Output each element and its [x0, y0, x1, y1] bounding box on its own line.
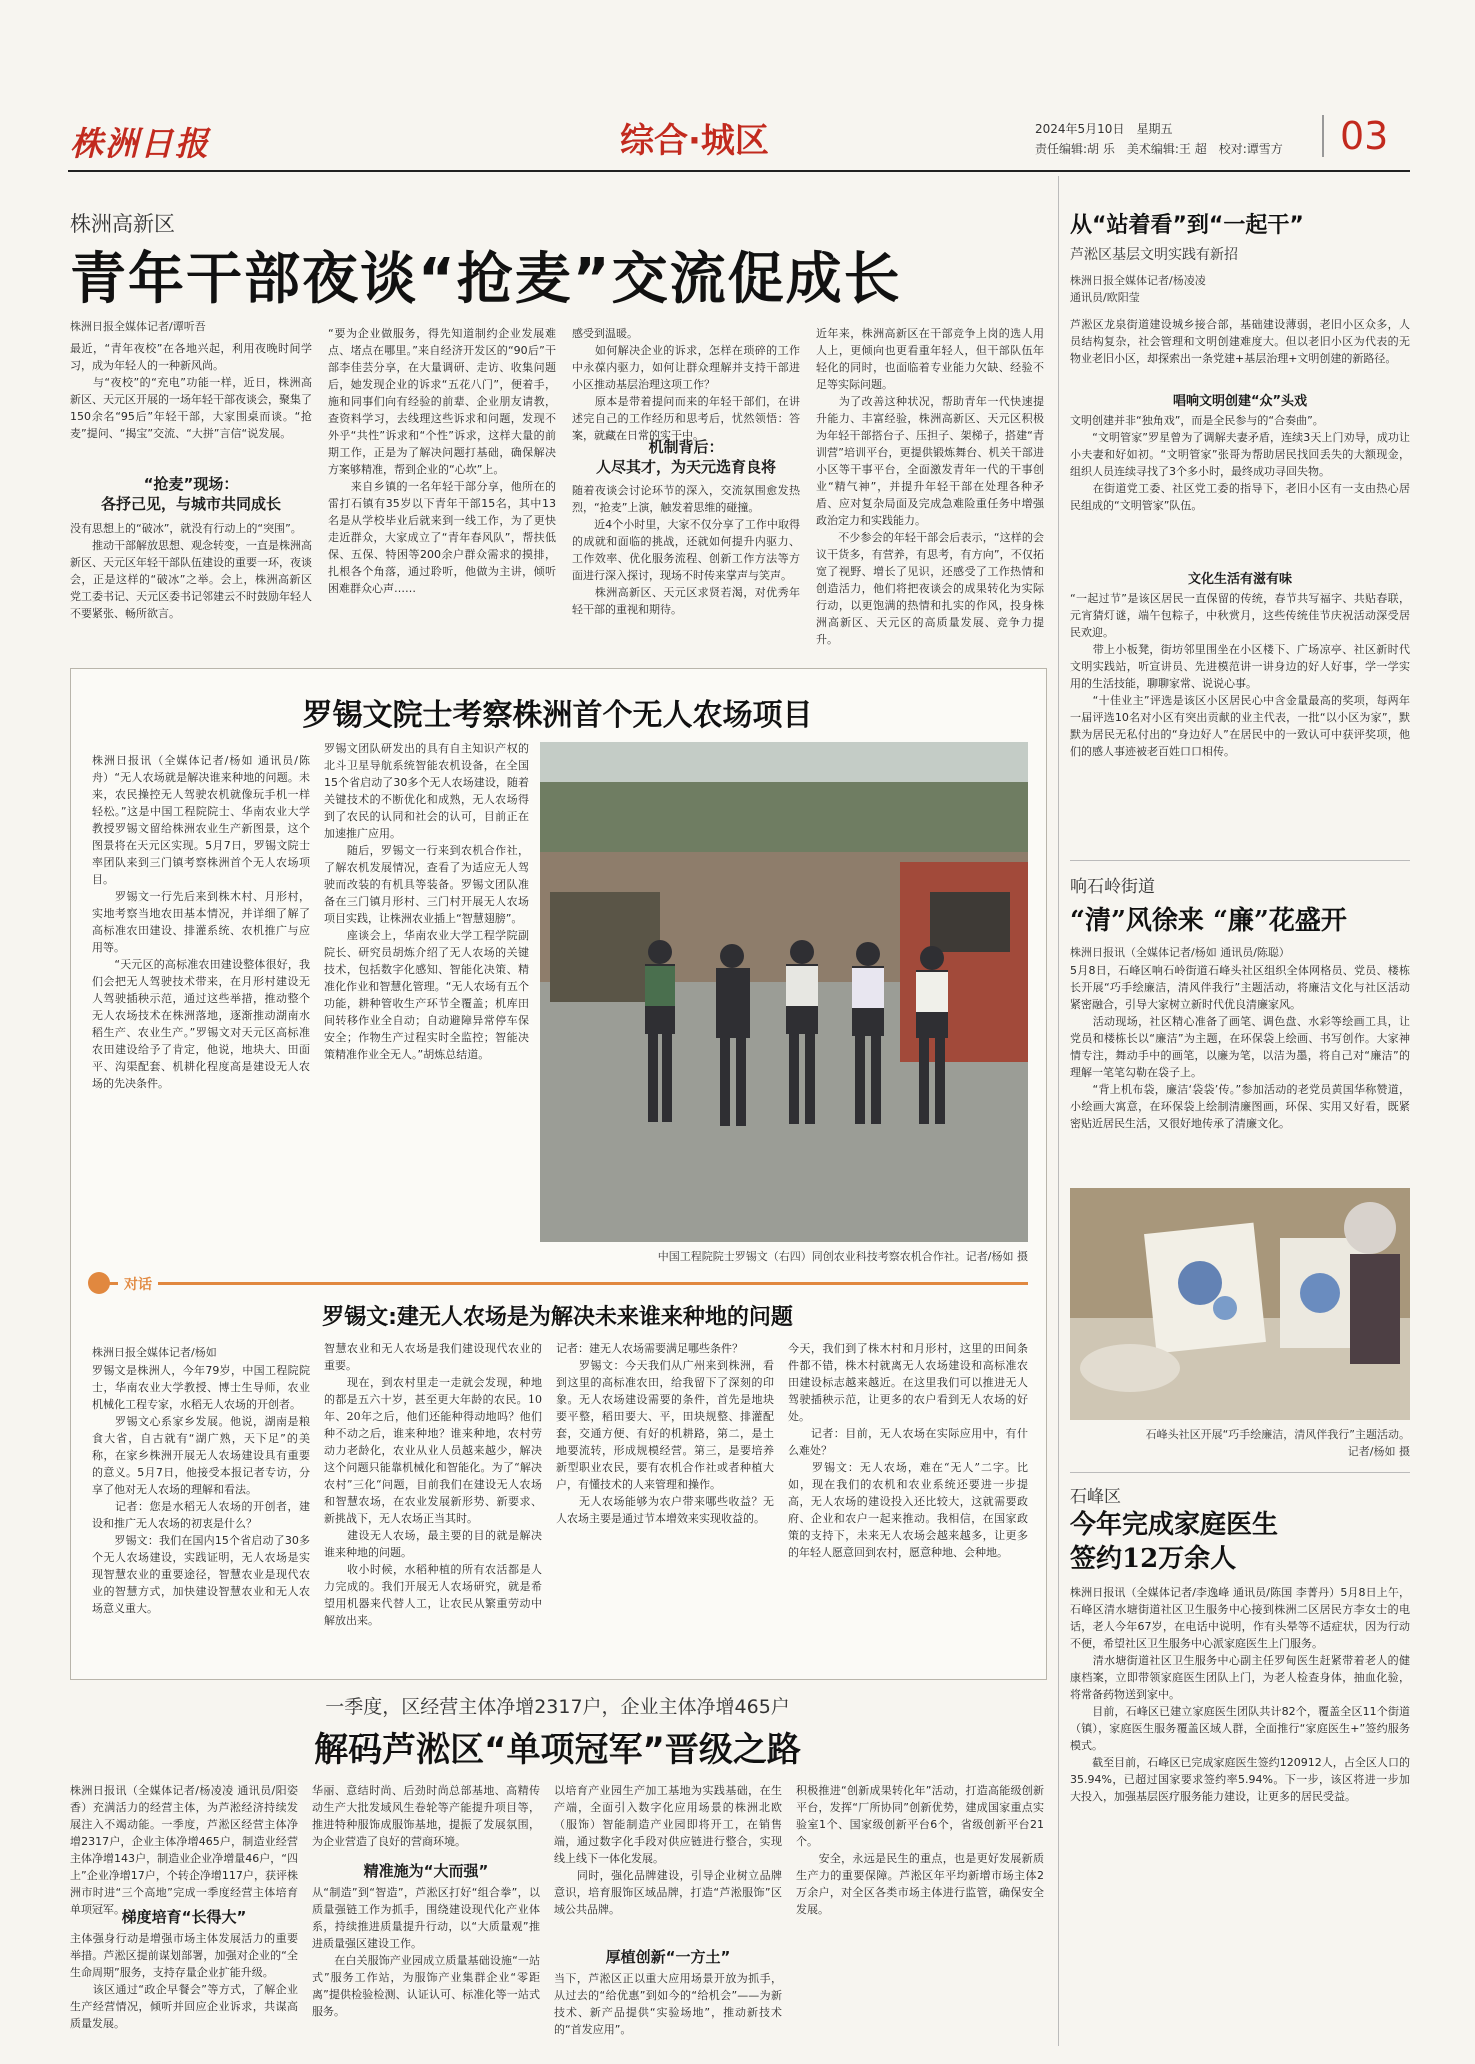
dialogue-col3: 记者：建无人农场需要满足哪些条件？ 罗锡文：今天我们从广州来到株洲，看到这里的高标准农田，给我留下了深刻的印象。无人农场建设需要的条件，首先是地块要平整，稻田要大、平，田块规整、排灌配套，交通方便、有好的机耕路，第二，是土地要流转，形成规模经营。第三，是要培养新型职业农民，要有农机合作社或者种植大户，有懂技术的人来管理和操作。 无人农场能够为农户带来哪些收益？无人农场主要是通过节本增效来实现收益的。 — [556, 1342, 774, 1525]
right2-headline: “清”风徐来 “廉”花盛开 — [1070, 906, 1347, 936]
dialogue-tag: 对话 — [118, 1274, 158, 1294]
right1-byline: 株洲日报全媒体记者/杨凌凌 通讯员/欧阳莹 — [1070, 274, 1206, 304]
lusong-col3: 以培育产业园生产加工基地为实践基础，在生产端，全面引入数字化应用场景的株洲北欧（服饰）智能制造产业园即将开工，在销售端，通过数字化手段对供应链进行整合，实现线上线下一体化发展。 同时，强化品牌建设，引导企业树立品牌意识，培育服饰区域品牌，打造“芦淞服饰”区域公共品牌。 — [554, 1784, 782, 1916]
lead-col2: “要为企业做服务，得先知道制约企业发展难点、堵点在哪里。”来自经济开发区的“90后”干部李佳芸分享，在大量调研、走访、收集问题后，她发现企业的诉求“五花八门”，便着手，施和同事们向有经验的前辈、企业朋友请教，查资料学习，去线理这些诉求和问题，发现不外乎“共性”诉求和“个性”诉求，这样大量的前期工作，正是为了解决问题打基础，确保解决方案够精准，帮到企业的“心坎”上。 来自乡镇的一名年轻干部分享，他所在的雷打石镇有35岁以下青年干部15名，其中13名是从学校毕业后就来到一线工作，为了更快走近群众，大家成立了“青年春风队”，帮扶低保、五保、特困等200余户群众需求的摸排，扎根各个角落，通过聆听，他做为主讲，倾听困难群众心声…… — [328, 327, 556, 595]
lead-col3: 感受到温暖。 如何解决企业的诉求，怎样在琐碎的工作中永葆内驱力，如何让群众理解并支持干部进小区推动基层治理这项工作？ 原本是带着提问而来的年轻干部们，在讲述完自己的工作经历和思考后，忧然领悟：答案，就藏在日常的实干中。 — [572, 327, 800, 442]
dialogue-divider — [92, 1282, 1028, 1285]
lusong-col2: 华丽、意结时尚、后劲时尚总部基地、高精传动生产大批发域风生卷轮等产能提升项目等，推进特种服饰成服饰基地，提振了发展氛围，为企业营造了良好的营商环境。 — [312, 1784, 540, 1848]
right3-p1: 株洲日报讯（全媒体记者/李逸峰 通讯员/陈国 李菁丹）5月8日上午，石峰区清水塘街道社区卫生服务中心接到株洲二区居民方李女士的电话，老人今年67岁，在电话中说明，作有头晕等不适症状，因为行动不便，希望社区卫生服务中心派家庭医生上门服务。 清水塘街道社区卫生服务中心副主任罗甸医生赶紧带着老人的健康档案，立即带领家庭医生团队上门，为老人检查身体，抽血化验，将常备药物送到家中。 目前，石峰区已建立家庭医生团队共计82个，覆盖全区11个街道（镇），家庭医生服务覆盖区域人群，全面推行“家庭医生+”签约服务模式。 截至目前，石峰区已完成家庭医生签约120912人，占全区人口的35.94%，已超过国家要求签约率5.94%。下一步，该区将进一步加大投入，加强基层医疗服务能力建设，让更多的居民受益。 — [1070, 1586, 1410, 1803]
farm-headline: 罗锡文院士考察株洲首个无人农场项目 — [302, 698, 813, 733]
lusong-col3-body: 当下，芦淞区正以重大应用场景开放为抓手，从过去的“给优惠”到如今的“给机会”——为新技术、新产品提供“实验场地”，推动新技术的“首发应用”。 — [554, 1972, 782, 2036]
lead-byline: 株洲日报全媒体记者/谭听吾 — [70, 320, 206, 333]
issue-date: 2024年5月10日 星期五 — [1035, 122, 1173, 136]
right1-p2: 文明创建并非“独角戏”，而是全民参与的“合奏曲”。 “文明管家”罗星曾为了调解夫妻矛盾，连续3天上门劝导，成功让小夫妻和好如初。“文明管家”张哥为帮助居民找回丢失的大额现金，组织人员连续寻找了3个多小时，最终成功寻回失物。 在街道党工委、社区党工委的指导下，老旧小区有一支由热心居民组成的“文明管家”队伍。 — [1070, 414, 1410, 512]
lead-kicker: 株洲高新区 — [70, 212, 175, 236]
lusong-subhead-2: 精准施为“大而强” — [363, 1862, 489, 1880]
painting-photo-illustration — [1070, 1188, 1410, 1420]
dialogue-byline: 株洲日报全媒体记者/杨如 — [92, 1346, 217, 1359]
right-column-divider — [1058, 176, 1059, 2046]
editor-credits: 责任编辑:胡 乐 美术编辑:王 超 校对:谭雪方 — [1035, 142, 1283, 156]
right2-p1: 5月8日，石峰区响石岭街道石峰头社区组织全体网格员、党员、楼栋长开展“巧手绘廉洁，清风伴我行”主题活动，将廉洁文化与社区活动紧密融合，引导大家树立新时代优良清廉家风。 活动现场，社区精心准备了画笔、调色盘、水彩等绘画工具，让党员和楼栋长以“廉洁”为主题，在环保袋上绘画、书写创作。大家神情专注，舞动手中的画笔，以廉为笔，以洁为墨，将自己对“廉洁”的理解一笔笔勾勒在袋子上。 “背上机布袋，廉洁‘袋袋’传。”参加活动的老党员黄国华称赞道，小绘画大寓意，在环保袋上绘制清廉图画，环保、实用又好看，既紧密贴近居民生活，又很好地传承了清廉文化。 — [1070, 964, 1410, 1130]
lead-subhead-2: 机制背后： 人尽其才，为天元选育良将 — [595, 438, 776, 476]
dialogue-col2: 智慧农业和无人农场是我们建设现代农业的重要。 现在，到农村里走一走就会发现，种地的都是五六十岁，甚至更大年龄的农民。10年、20年之后，他们还能种得动地吗？他们种不动之后，谁来种地？谁来种地，农村劳动力老龄化，农业从业人员越来越少，解决这个问题只能靠机械化和智能化。为了“解决农村”三化“问题，目前我们在建设无人农场和智慧农场，在农业发展新形势、新要求、新挑战下，无人农场正当其时。 建设无人农场，最主要的目的就是解决谁来种地的问题。 收小时候，水稻种植的所有农活都是人力完成的。我们开展无人农场研究，就是希望用机器来代替人工，让农民从繁重劳动中解放出来。 — [324, 1342, 542, 1627]
dialogue-headline: 罗锡文:建无人农场是为解决未来谁来种地的问题 — [322, 1305, 793, 1330]
lusong-col4: 积极推进“创新成果转化年”活动，打造高能级创新平台，发挥“厂所协同”创新优势，建成国家重点实验室1个、国家级创新平台6个，省级创新平台21个。 安全，永远是民生的重点，也是更好发展新质生产力的重要保障。芦淞区年平均新增市场主体2万余户，对全区各类市场主体进行监管，确保安全发展。 — [796, 1784, 1044, 1916]
masthead-logo: 株洲日报 — [70, 124, 210, 163]
right1-p1: 芦淞区龙泉街道建设城乡接合部，基础建设薄弱，老旧小区众多，人员结构复杂，社会管理和文明创建难度大。但以老旧小区为代表的无物业老旧小区，却探索出一条党建+基层治理+文明创建的新路径。 — [1070, 318, 1410, 365]
farm-col1: 株洲日报讯（全媒体记者/杨如 通讯员/陈舟）“无人农场就是解决谁来种地的问题。未来，农民操控无人驾驶农机就像玩手机一样轻松。”这是中国工程院院士、华南农业大学教授罗锡文留给株洲农业生产新图景，这个图景将在天元区实现。5月7日，罗锡文院士率团队来到三门镇考察株洲首个无人农场项目。 罗锡文一行先后来到株木村、月形村，实地考察当地农田基本情况，并详细了解了高标准农田建设、排灌系统、农机推广与应用等。 “天元区的高标准农田建设整体很好，我们会把无人驾驶技术带来，在月形村建设无人驾驶插秧示范，通过这些举措，推动整个无人农场技术在株洲落地，逐渐推动湖南水稻生产、农业生产。”罗锡文对天元区高标准农田建设给予了肯定，他说，地块大、田面平、沟渠配套、机耕化程度高是建设无人农场的先决条件。 — [92, 754, 310, 1090]
right1-headline: 从“站着看”到“一起干” — [1070, 213, 1304, 238]
dialogue-col1: 罗锡文是株洲人，今年79岁，中国工程院院士，华南农业大学教授、博士生导师，农业机械化工程专家，水稻无人农场的开创者。 罗锡文心系家乡发展。他说，湖南是粮食大省，自古就有“湖广熟，天下足”的美称，在家乡株洲开展无人农场建设具有重要的意义。5月7日，他接受本报记者专访，分享了他对无人农场的理解和看法。 记者：您是水稻无人农场的开创者，建设和推广无人农场的初衷是什么？ 罗锡文：我们在国内15个省启动了30多个无人农场建设，实践证明，无人农场是实现智慧农业的重要途径，智慧农业是现代农业的智慧方式，加快建设智慧农业和无人农场意义重大。 — [92, 1364, 310, 1615]
right1-p3: “一起过节”是该区居民一直保留的传统，春节共写福字、共贴春联，元宵猜灯谜，端午包粽子，中秋赏月，这些传统佳节庆祝活动深受居民欢迎。 带上小板凳，街坊邻里围坐在小区楼下、广场凉亭、社区新时代文明实践站，听宣讲员、先进模范讲一讲身边的好人好事，学一学实用的生活技能，聊聊家常、说说心事。 “十佳业主”评选是该区小区居民心中含金量最高的奖项，每两年一届评选10名对小区有突出贡献的业主代表，一批“以小区为家”，默默为居民无私付出的“身边好人”在居民中的一致认可中获评奖项，他们的感人事迹被老百姓口口相传。 — [1070, 592, 1410, 758]
section-title: 综合·城区 — [620, 121, 769, 161]
farm-col2: 罗锡文团队研发出的具有自主知识产权的北斗卫星导航系统智能农机设备，在全国15个省启动了30多个无人农场建设，随着关键技术的不断优化和成熟，无人农场得到了农民的认同和社会的认可，目前正在加速推广应用。 随后，罗锡文一行来到农机合作社，了解农机发展情况，查看了为适应无人驾驶而改装的有机具等装备。罗锡文团队准备在三门镇月形村、三门村开展无人农场项目实践，让株洲农业插上“智慧翅膀”。 座谈会上，华南农业大学工程学院副院长、研究员胡炼介绍了无人农场的关键技术，包括数字化感知、智能化决策、精准化作业和智慧化管理。“无人农场有五个功能，耕种管收生产环节全覆盖；机库田间转移作业全自动；自动避障异常停车保安全；作物生产过程实时全监控；智能决策精准作业全无人。”胡炼总结道。 — [324, 742, 529, 1061]
lead-col4: 近年来，株洲高新区在干部竞争上岗的选人用人上，更倾向也更看重年轻人，但干部队伍年轻化的同时，也面临着专业能力欠缺、经验不足等实际问题。 为了改善这种状况，帮助青年一代快速提升能力、丰富经验，株洲高新区、天元区积极为年轻干部搭台子、压担子、架梯子，搭建“青训营”培训平台，更提供锻炼舞台、机关干部进小区等干事平台，全面激发青年一代的干事创业“精气神”，并提升年轻干部在处理各种矛盾、应对复杂局面及完成急难险重任务中增强政治定力和实践能力。 不少参会的年轻干部会后表示，“这样的会议干货多，有营养，有思考，有方向”，不仅拓宽了视野、增长了见识，还感受了工作热情和创造活力，他们将把夜谈会的成果转化为实际行动，以更饱满的热情和扎实的作风，投身株洲高新区、天元区的高质量发展、竞争力提升。 — [816, 327, 1044, 646]
lead-col3-body: 随着夜谈会讨论环节的深入，交流氛围愈发热烈，“抢麦”上演，触发着思维的碰撞。 近4个小时里，大家不仅分享了工作中取得的成就和面临的挑战，还就如何提升内驱力、工作效率、优化服务流程、创新工作方法等方面进行深入探讨，现场不时传来掌声与笑声。 株洲高新区、天元区求贤若渴，对优秀年轻干部的重视和期待。 — [572, 484, 800, 616]
painting-photo-caption: 石峰头社区开展“巧手绘廉洁，清风伴我行”主题活动。 记者/杨如 摄 — [1145, 1428, 1410, 1458]
farm-photo-caption: 中国工程院院士罗锡文（右四）同创农业科技考察农机合作社。记者/杨如 摄 — [657, 1250, 1028, 1263]
dialogue-col4: 今天，我们到了株木村和月形村，这里的田间条件都不错，株木村就离无人农场建设和高标准农田建设标志越来越近。在这里我们可以推进无人驾驶插秧示范，让更多的农户看到无人农场的好处。 记者：目前，无人农场在实际应用中，有什么难处？ 罗锡文：无人农场，难在“无人”二字。比如，现在我们的农机和农业系统还要进一步提高，无人农场的建设投入还比较大，这就需要政府、企业和农户一起来推动。我相信，在国家政策的支持下，未来无人农场会越来越多，让更多的年轻人愿意回到农村，愿意种地、会种地。 — [788, 1342, 1028, 1559]
lusong-col1-body: 主体强身行动是增强市场主体发展活力的重要举措。芦淞区提前谋划部署，加强对企业的“全生命周期”服务，支持存量企业扩能升级。 该区通过“政企早餐会”等方式，了解企业生产经营情况，倾听并回应企业诉求，共谋高质量发展。 — [70, 1932, 298, 2030]
masthead-rule — [68, 170, 1410, 172]
right1-subheadline: 芦淞区基层文明实践有新招 — [1070, 247, 1238, 263]
masthead-divider — [1322, 115, 1324, 157]
farm-photo — [540, 742, 1028, 1242]
right2-byline: 株洲日报讯（全媒体记者/杨如 通讯员/陈聪） — [1070, 946, 1290, 959]
lead-subhead-1: “抢麦”现场： 各抒己见，与城市共同成长 — [100, 475, 281, 513]
right2-kicker: 响石岭街道 — [1070, 877, 1155, 897]
dialogue-dot-icon — [88, 1272, 110, 1294]
lead-headline: 青年干部夜谈“抢麦”交流促成长 — [70, 247, 902, 312]
farm-photo-illustration — [540, 742, 1028, 1242]
lusong-subhead-1: 梯度培育“长得大” — [121, 1908, 247, 1926]
lusong-subhead-3: 厚植创新“一方土” — [605, 1948, 731, 1966]
lusong-kicker: 一季度，区经营主体净增2317户，企业主体净增465户 — [325, 1696, 790, 1718]
right-divider-1 — [1070, 860, 1410, 861]
lusong-col1: 株洲日报讯（全媒体记者/杨凌凌 通讯员/阳姿香）充满活力的经营主体，为芦淞经济持续发展注入不竭动能。一季度，芦淞区经营主体净增2317户，企业主体净增465户，制造业经营主体净增143户，制造业企业净增量46户，“四上”企业净增17户，个转企净增117户，获评株洲市时进“三个高地”完成一季度经营主体培育单项冠军。 — [70, 1784, 298, 1916]
right3-headline: 今年完成家庭医生 签约12万余人 — [1070, 1510, 1279, 1574]
right3-kicker: 石峰区 — [1070, 1487, 1121, 1507]
painting-photo — [1070, 1188, 1410, 1420]
right-divider-2 — [1070, 1472, 1410, 1473]
page-number: 03 — [1340, 114, 1389, 158]
lead-col1-body: 没有思想上的“破冰”，就没有行动上的“突围”。 推动干部解放思想、观念转变，一直是株洲高新区、天元区年轻干部队伍建设的重要一环，夜谈会，正是这样的“破冰”之举。会上，株洲高新区党工委书记、天元区委书记邻建云不时鼓励年轻人不要紧张、畅所欲言。 — [70, 522, 312, 620]
lusong-headline: 解码芦淞区“单项冠军”晋级之路 — [314, 1730, 801, 1770]
right1-subhead-1: 唱响文明创建“众”头戏 — [1172, 394, 1308, 409]
lusong-col2-body: 从“制造”到“智造”，芦淞区打好“组合拳”，以质量强链工作为抓手，围绕建设现代化产业体系，持续推进质量提升行动，以“大质量观”推进质量强区建设工作。 在白关服饰产业园成立质量基础设施“一站式”服务工作站，为服饰产业集群企业“零距离”提供检验检测、认证认可、标准化等一站式服务。 — [312, 1886, 540, 2018]
right1-subhead-2: 文化生活有滋有味 — [1187, 572, 1292, 587]
lead-col1-intro: 最近，“青年夜校”在各地兴起，利用夜晚时间学习，成为年轻人的一种新风尚。 与“夜校”的“充电”功能一样，近日，株洲高新区、天元区开展的一场年轻干部夜谈会，聚集了150余名“95后”年轻干部，大家围桌而谈。“抢麦”提问、“揭宝”交流、“大拼”言信“说发展。 — [70, 342, 312, 440]
